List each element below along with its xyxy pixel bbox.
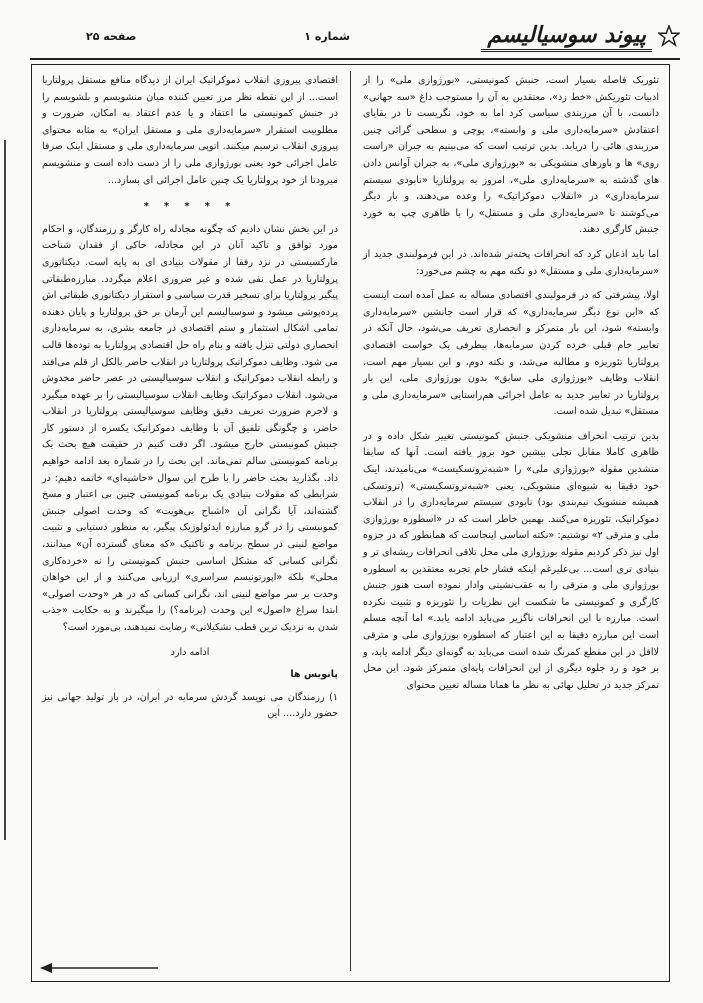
paragraph: اولا، پیشرفتی که در فرمولبندی اقتصادی مساله به عمل آمده است اینست که «این نوع دیگر سرمایه‌داری» که قرار است جانشین «سرمایه‌داری وابسته» شود، این بار متمرکز و انحصاری تعریف می‌شود، حال آنکه در تعابیر خام قبلی خرده کردن سرمایه‌ها، بیطرفی یک خواست اقتصادی پرولتاریا تئوریزه و مطالبه می‌شد، و نکته دوم، و این بسیار مهم است، انقلاب وظایف «بورژوازی ملی سابق» بدون بورژوازی ملی، این بار پرولتاریا در تعابیر جدید به عامل اجرائی هم‌راستایی «سرمایه‌داری ملی و مستقل» تبدیل شده است. (363, 290, 659, 418)
right-column (363, 73, 659, 702)
page-number: صفحه ۲۵ (86, 30, 137, 43)
column-divider (350, 71, 351, 971)
continued-note: ادامه دارد (170, 646, 210, 658)
issue-number: شماره ۱ (304, 30, 350, 43)
paragraph: در این بخش نشان دادیم که چگونه مجادله راه کارگر و رزمندگان، و احکام مورد توافق و تاکید آنان در این مجادله، حاکی از فقدان شناخت مارکسیستی در نزد رفقا از مقولات بنیادی ای به پایه است. دیکتاتوری پرولتاریا در عمل نفی شده و غیر ضروری اعلام میگردد. مبارزه‌طبقاتی پیگیر پرولتاریا برای تسخیر قدرت سیاسی و استقرار دیکتاتوری طبقاتی اش پرده‌پوشی میشود و سوسیالیسم این آرمان بر حق پرولتاریا و پایان دهنده تمامی اشکال استثمار و ستم اقتصادی در جامعه بشری، به سرمایه‌داری انحصاری دولتی تنزل یافته و بنام راه حل اقتصادی پرولتاریا به توده‌ها قالب می شود. وظایف دموکراتیک پرولتاریا در انقلاب حاضر بالکل از قلم می‌افتد و رابطه انقلاب دموکراتیک و انقلاب سوسیالیستی در عصر حاضر مخدوش می‌شود. انقلاب دموکراتیک وظایف انقلاب سوسیالیستی را بر عهده میگیرد و لاجرم ضرورت تعریف دقیق وظایف سوسیالیستی پرولتاریا در انقلاب حاضر، و چگونگی تلفیق آن با وظایف دموکراتیک یکسره از دستور کار جنبش کمونیستی خارج میشود. اگر دقت کنیم در حقیقت هیچ بحث یک برنامه کمونیستی سالم نمی‌ماند. این بحث را در شماره بعد ادامه خواهیم داد. بگذارید بحث حاضر را با طرح این سوال «حاشیه‌ای» خاتمه دهیم: در شرایطی که مقولات بنیادی یک برنامه کمونیستی چنین بی اعتبار و مسخ گشته‌اند، آیا نگرانی آن «اشباح بی‌هویت» که وحدت اصولی جنبش کمونیستی را در گرو مبارزه ایدئولوژیک پیگیر، به منظور دستیابی و تثبیت مواضع لنینی در سطح برنامه و تاکتیک «که معنای گسترده آن» میدانند، نگرانی کسانی که مشکل اساسی جنبش کمونیستی را نه «خرده‌کاری محلی» بلکه «اپورتونیسم سراسری» ارزیابی می‌کنند و از این خواهان وحدت بر سر مواضع لنینی اند، نگرانی کسانی که در هر «وحدت اصولی» ابتدا سراغ «اصول» این وحدت (برنامه؟) را میگیرند و به حکایت «جذب شدن به نزدیک ترین قطب تشکیلاتی» رضایت نمیدهند، بی‌مورد است؟ (42, 223, 338, 633)
footnote: ۱) رزمندگان می نویسد گردش سرمایه در ایران، در باز تولید جهانی نیز حضور دارد.... این (42, 691, 338, 720)
arrow-left-icon (40, 962, 160, 974)
masthead (30, 18, 680, 60)
star-icon (658, 25, 680, 47)
paragraph: بدین ترتیب انحراف منشویکی جنبش کمونیستی تغییر شکل داده و در ظاهری کاملا مقابل تجلی بیشین خود بروز یافته است. آنها که سابقا متشدین مقوله «بورژوازی ملی» را «شبه‌تروتسکیست» می‌نامیدند، اینک خود دقیقا به شیوه‌ای منشویکی، یعنی «شبه‌تروتسکیستی» (تروتسکی همیشه منشویک نیم‌بندی بود) نابودی سیستم سرمایه‌داری را در انقلاب دموکراتیک، تئوریزه می‌کنند. بهمین خاطر است که در «اسطوره بورژوازی ملی و مترقی ۲» نوشتیم: «نکته اساسی اینجاست که همانطور که در جزوه اول نیز ذکر کردیم مقوله بورژوازی ملی محل تلاقی انحرافات ریشه‌ای تر و بنیادی تری است... بی‌علیرغم اینکه فشار خام تجربه معتقدین به اسطوره بورژوازی ملی و مترقی را به عقب‌نشینی وادار نموده است هنوز جنبش کارگری و کمونیستی ما شکست این نظریات را تئوریزه و تثبیت نکرده است. مبارزه با این انحرافات ناگزیر می‌باید ادامه یابد.» اما آنچه مسلم است این مبارزه دقیقا به این اعتبار که اسطوره بورژوازی ملی و مترقی لااقل در این مقطع کمرنگ شده است می‌باید به گونه‌ای دیگر ادامه یابد، و بر خود و رد جلوه دیگری از این انحرافات پایه‌ای متمرکز شود. این محل تمرکز جدید در تحلیل نهائی به نظر ما همانا مساله تعیین محتوای (363, 430, 659, 691)
paragraph: اقتصادی پیروزی انقلاب دموکراتیک ایران از دیدگاه منافع مستقل پرولتاریا است... از این نقطه نظر مرز تعیین کننده میان منشویسم و بلشویسم را در جنبش کمونیستی ما اعتقاد و یا عدم اعتقاد به امکان، ضرورت و مطلوبیت استقرار «سرمایه‌داری ملی و مستقل ایران» به مثابه محتوای پیروزی انقلاب ترسیم میکنند. اتوپی سرمایه‌داری ملی و مستقل اینک صرفا عامل اجرائی خود یعنی بورژوازی ملی را از دست داده است و منشویسم میرودتا از خود پرولتاریا یک چنین عامل اجرائی ای بسازد... (42, 75, 338, 186)
content-frame (31, 64, 670, 982)
paragraph: اما باید اذعان کرد که انحرافات پخته‌تر شده‌اند. در این فرمولبندی جدید از «سرمایه‌داری ملی و مستقل» دو نکته مهم به چشم می‌خورد: (363, 248, 659, 277)
left-column (42, 73, 338, 731)
footnotes-heading: پانویس ها (290, 669, 338, 681)
logo-text: پیوند سوسیالیسم (481, 21, 652, 52)
publication-logo (481, 18, 680, 54)
section-separator: * * * * * (143, 201, 237, 213)
margin-line (4, 140, 6, 840)
paragraph: تئوریک فاصله بسیار است، جنبش کمونیستی، «بورژوازی ملی» را از ادبیات تئوریکش «خط زد»، معتقدین به آن را مستوجب داغ «سه جهانی» دانست، با آن مرزبندی سیاسی کرد اما به خود، نگریست تا در بقایای اعتقادش «سرمایه‌داری ملی و وابسته»، پوچی و سطحی گرائی چنین مرزبندی هائی را دریابد. بدین ترتیب است که می‌بینیم به جبران «راست روی» ها و باورهای منشویکی به «بورژوازی ملی»، به جبران آوانس دادن های گذشته به «سرمایه‌داری ملی»، امروز به پرولتاریا «نابودی سیستم سرمایه‌داری» در «انقلاب دموکراتیک» را وعده می‌دهند، و بار دیگر می‌کوشند تا «سرمایه‌داری ملی و مستقل» را با ظاهری چپ به خورد جنبش کارگری دهند. (363, 75, 659, 236)
